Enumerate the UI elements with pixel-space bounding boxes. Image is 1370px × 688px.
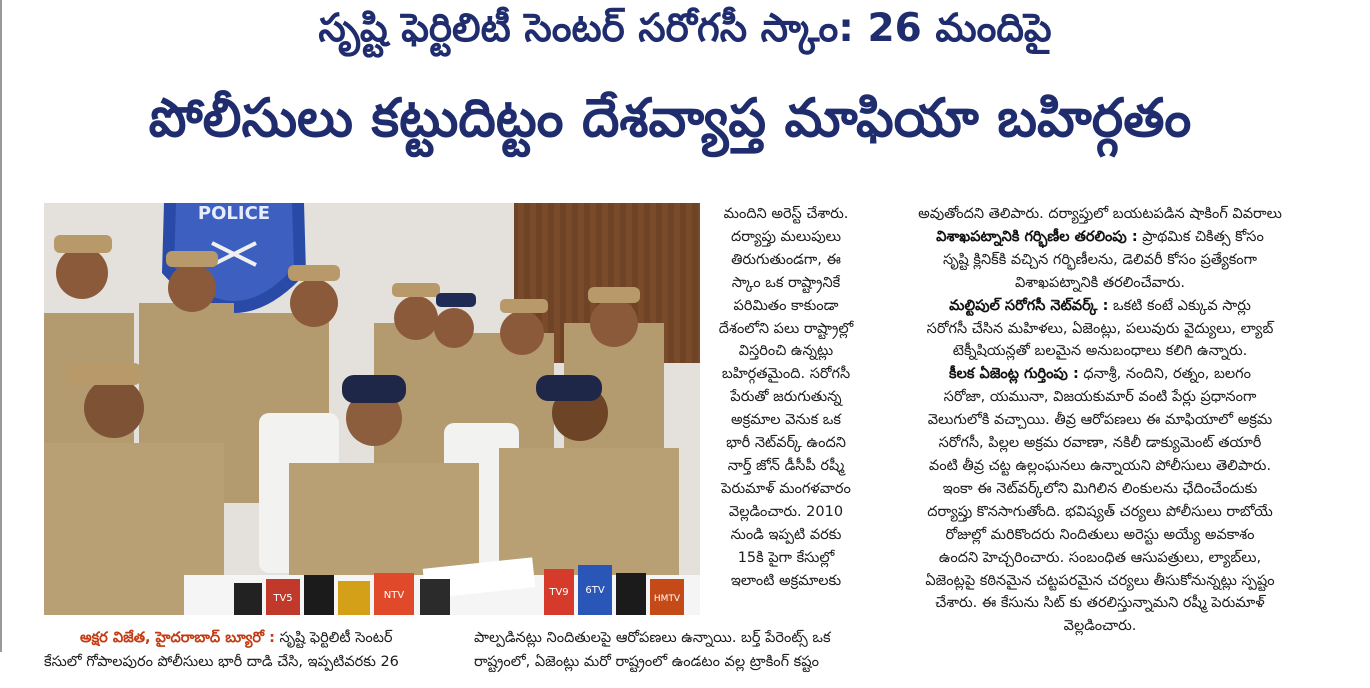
mic-label: TV5 <box>273 593 293 604</box>
section-heading-line <box>880 295 1320 318</box>
text-line: పెరుమాళ్ మంగళవారం <box>721 480 851 497</box>
text-line: కేసులో గోపాలపురం పోలీసులు భారీ దాడి చేసి, ఇప్పటివరకు 26 <box>44 654 399 670</box>
section-heading-line <box>880 226 1320 249</box>
dateline-line <box>80 627 393 650</box>
headline-line-1: సృష్టి ఫెర్టిలిటీ సెంటర్ సరోగసీ స్కాం: 26 మందిపై <box>318 6 1052 51</box>
article-column-middle <box>716 203 856 592</box>
mic-label: HMTV <box>653 594 681 604</box>
text-line: వంటి తీవ్ర చట్ట ఉల్లంఘనలు ఉన్నాయని పోలీసులు తెలిపారు. <box>928 457 1272 474</box>
text-line: ఉందని హెచ్చరించారు. సంబంధిత ఆసుపత్రులు, ల్యాబ్‌లు, <box>938 549 1262 566</box>
mic-label: TV9 <box>549 587 569 598</box>
text-line: దర్యాప్తు కొనసాగుతోంది. భవిష్యత్ చర్యలు పోలీసులు రాబోయే <box>927 503 1273 520</box>
text-line: స్కాం ఒక రాష్ట్రానికే <box>731 274 841 291</box>
text-line: ఇలాంటి అక్రమాలకు <box>730 572 842 589</box>
text-line: దేశంలోని పలు రాష్ట్రాల్లో <box>718 320 854 337</box>
text-line: ఇంకా ఈ నెట్‌వర్క్‌లోని మిగిలిన లింకులను ఛేదించేందుకు <box>942 480 1258 497</box>
text-line: సరోగసీ, పిల్లల అక్రమ రవాణా, నకిలీ డాక్యుమెంట్ తయారీ <box>938 435 1262 452</box>
section-label: విశాఖపట్నానికి గర్భిణీల తరలింపు : <box>936 228 1138 245</box>
text-line: పరిమితం కాకుండా <box>733 297 839 314</box>
section-text: ధనాశ్రీ, నందిని, రత్నం, బలగం <box>1078 366 1251 383</box>
mic-label: NTV <box>383 590 405 601</box>
text-line: రాష్ట్రంలో, ఏజెంట్లు మరో రాష్ట్రంలో ఉండటం వల్ల ట్రాకింగ్ కష్టం <box>474 654 819 670</box>
article-column-right <box>880 203 1320 638</box>
text-line: చేశారు. ఈ కేసును సిట్ కు తరలిస్తున్నామని రష్మీ పెరుమాళ్ <box>935 595 1265 612</box>
text-line: అవుతోందని తెలిపారు. దర్యాప్తులో బయటపడిన షాకింగ్ వివరాలు <box>918 206 1282 222</box>
text-line: పాల్పడినట్లు నిందితులపై ఆరోపణలు ఉన్నాయి. బర్త్ పేరెంట్స్ ఒక <box>474 630 831 646</box>
text-line: దర్యాప్తు మలుపులు <box>731 228 841 245</box>
text-line: విస్తరించి ఉన్నట్లు <box>738 343 834 360</box>
text-line: వెలుగులోకి వచ్చాయి. తీవ్ర ఆరోపణలు ఈ మాఫియాలో అక్రమ <box>927 412 1273 429</box>
section-heading-line <box>880 363 1320 386</box>
text-line: సరోగసీ చేసిన మహిళలు, ఏజెంట్లు, పలువురు వైద్యులు, ల్యాబ్ <box>926 320 1274 337</box>
mic-label: 6TV <box>585 585 605 596</box>
text-line: బహిర్గతమైంది. సరోగసీ <box>721 366 851 383</box>
text-line: వెల్లడించారు. <box>1063 618 1137 635</box>
text-line: భారీ నెట్‌వర్క్ ఉందని <box>726 435 846 452</box>
press-meet-illustration <box>44 203 700 615</box>
press-meet-photo <box>44 203 700 615</box>
text-line: టెక్నీషియన్లతో బలమైన అనుబంధాలు కలిగి ఉన్నారు. <box>952 343 1248 360</box>
text-line: పేరుతో జరుగుతున్న <box>730 389 842 406</box>
text-line: అక్రమాల వెనుక ఒక <box>731 412 841 429</box>
section-text: ఒకటి కంటే ఎక్కువ సార్లు <box>1108 297 1251 314</box>
emblem-text: POLICE <box>197 203 271 224</box>
text-line: విశాఖపట్నానికి తరలించేవారు. <box>1014 274 1186 291</box>
text-line: సృష్టి ఫెర్టిలిటీ సెంటర్ <box>274 630 393 646</box>
section-label: మల్టిపుల్ సరోగసీ నెట్‌వర్క్ : <box>949 297 1109 314</box>
section-label: కీలక ఏజెంట్ల గుర్తింపు : <box>949 366 1079 383</box>
text-line: నుండి ఇప్పటి వరకు <box>730 526 842 543</box>
text-line: ఏజెంట్లపై కఠినమైన చట్టపరమైన చర్యలు తీసుకోనున్నట్లు స్పష్టం <box>925 572 1275 589</box>
text-line: వెల్లడించారు. 2010 <box>728 503 844 520</box>
text-line: మందిని అరెస్ట్ చేశారు. <box>723 206 849 222</box>
dateline: అక్షర విజేత, హైదరాబాద్ బ్యూరో : <box>80 630 275 646</box>
text-line: నార్త్ జోన్ డీసీపీ రష్మీ <box>727 457 845 474</box>
text-line: సృష్టి క్లినిక్‌కి వచ్చిన గర్భిణీలను, డెలివరీ కోసం ప్రత్యేకంగా <box>943 251 1257 268</box>
section-text: ప్రాథమిక చికిత్స కోసం <box>1137 228 1264 245</box>
text-line: 15కి పైగా కేసుల్లో <box>737 549 835 566</box>
text-line: తిరుగుతుండగా, ఈ <box>731 251 841 268</box>
text-line: రోజుల్లో మరికొందరు నిందితులు అరెస్టు అయ్యే అవకాశం <box>945 526 1255 543</box>
headline-line-2: పోలీసులు కట్టుదిట్టం దేశవ్యాప్త మాఫియా బహిర్గతం <box>148 88 1192 149</box>
text-line: సరోజా, యమునా, విజయకుమార్ వంటి పేర్లు ప్రధానంగా <box>943 389 1257 406</box>
